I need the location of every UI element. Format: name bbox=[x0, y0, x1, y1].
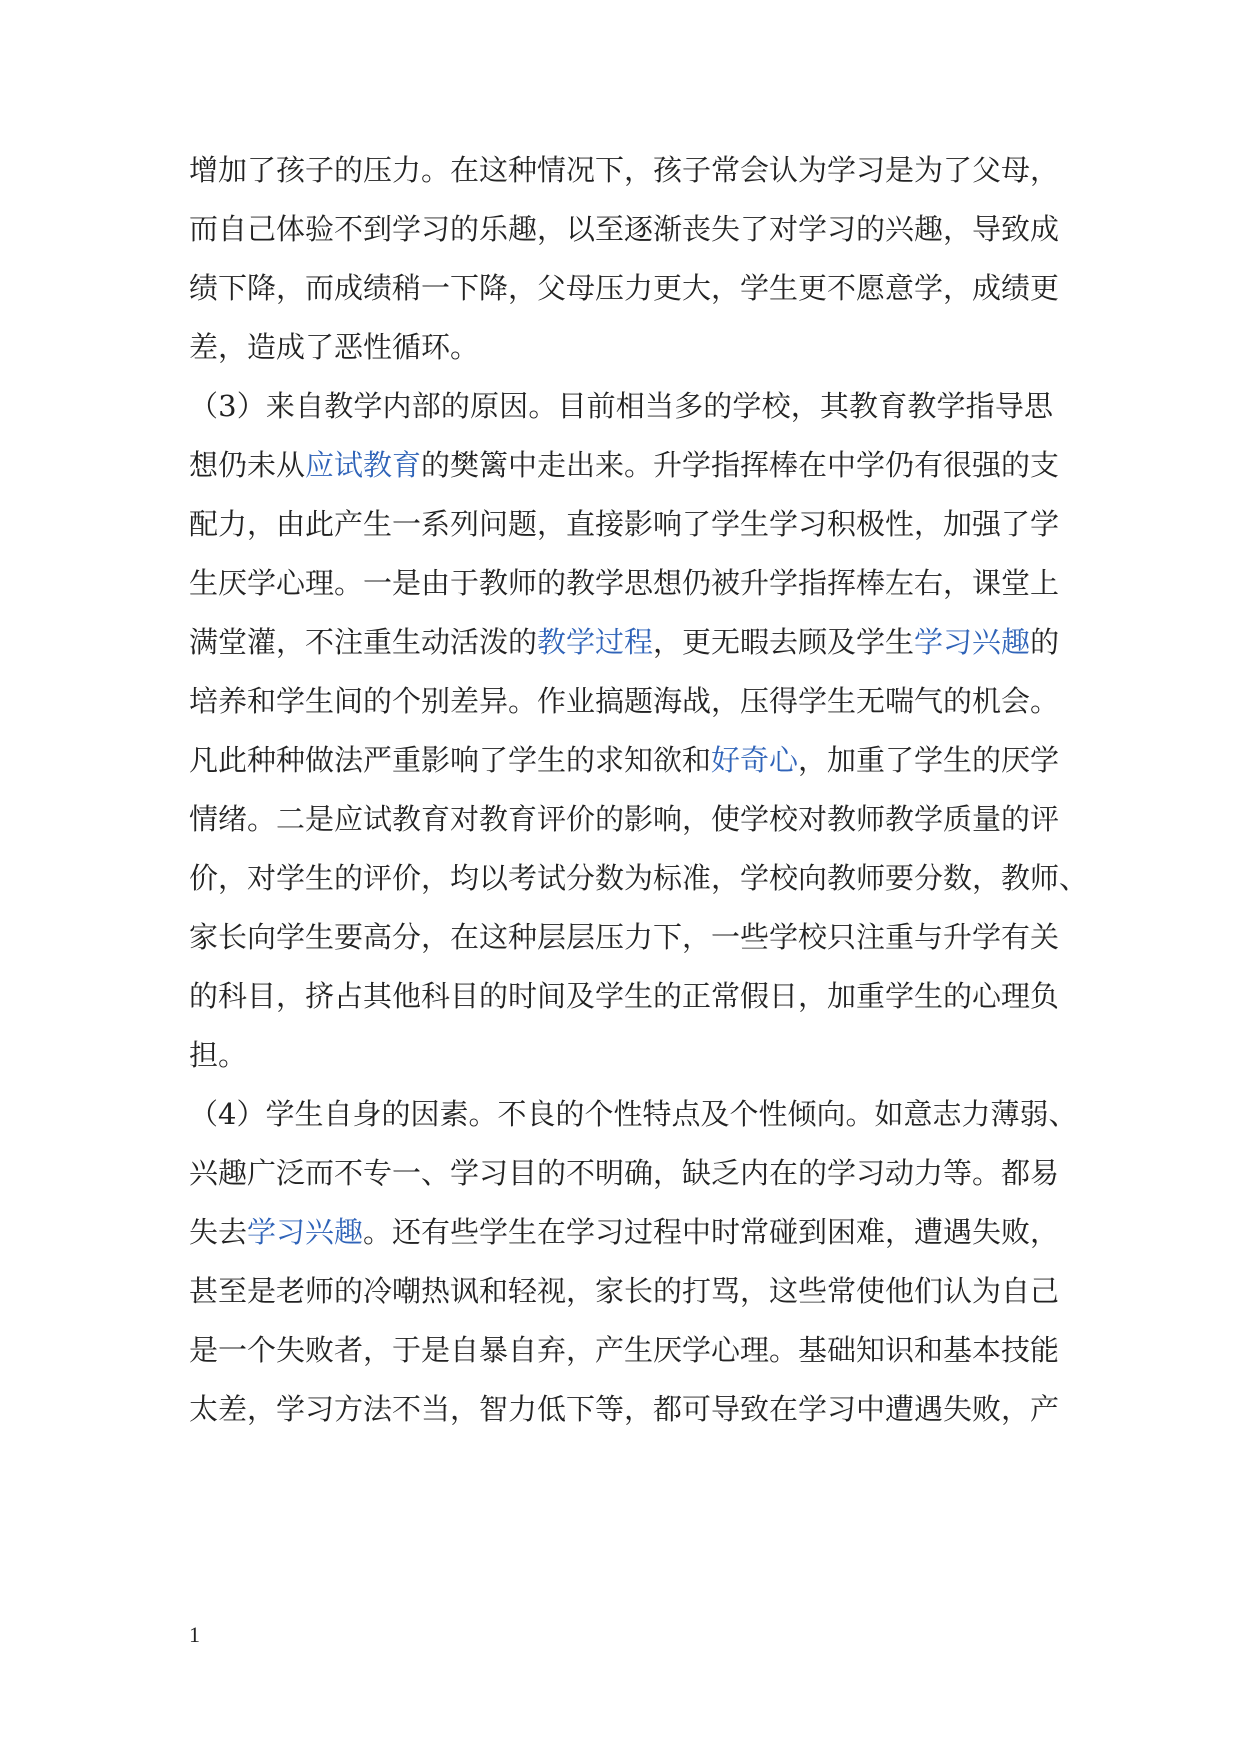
text-line bbox=[189, 907, 1060, 967]
text-segment: 想仍未从 bbox=[189, 448, 306, 482]
text-segment: （4）学生自身的因素。不良的个性特点及个性倾向。如意志力薄弱、 bbox=[189, 1097, 1078, 1131]
text-segment: ，加重了学生的厌学 bbox=[798, 743, 1060, 777]
text-segment: 的樊篱中走出来。升学指挥棒在中学仍有很强的支 bbox=[421, 448, 1060, 482]
hyperlink[interactable]: 学习兴趣 bbox=[914, 625, 1031, 659]
text-line bbox=[189, 789, 1060, 849]
text-segment: 担。 bbox=[189, 1038, 248, 1072]
text-segment: 差，造成了恶性循环。 bbox=[189, 330, 480, 364]
text-segment: 满堂灌，不注重生动活泼的 bbox=[189, 625, 538, 659]
text-segment: 价，对学生的评价，均以考试分数为标准，学校向教师要分数，教师、 bbox=[189, 861, 1089, 895]
text-segment: 是一个失败者，于是自暴自弃，产生厌学心理。基础知识和基本技能 bbox=[189, 1333, 1060, 1367]
hyperlink[interactable]: 好奇心 bbox=[711, 743, 799, 777]
hyperlink[interactable]: 教学过程 bbox=[537, 625, 654, 659]
text-line bbox=[189, 1320, 1060, 1380]
text-line bbox=[189, 140, 1060, 200]
text-line bbox=[189, 376, 1053, 436]
text-segment: 。还有些学生在学习过程中时常碰到困难，遭遇失败， bbox=[363, 1215, 1060, 1249]
text-line bbox=[189, 199, 1060, 259]
text-segment: 凡此种种做法严重影响了学生的求知欲和 bbox=[189, 743, 712, 777]
text-segment: （3）来自教学内部的原因。目前相当多的学校，其教育教学指导思 bbox=[189, 389, 1053, 423]
text-segment: 情绪。二是应试教育对教育评价的影响，使学校对教师教学质量的评 bbox=[189, 802, 1060, 836]
text-segment: 配力，由此产生一系列问题，直接影响了学生学习积极性，加强了学 bbox=[189, 507, 1060, 541]
text-line bbox=[189, 730, 1060, 790]
text-line bbox=[189, 612, 1060, 672]
text-segment: 兴趣广泛而不专一、学习目的不明确，缺乏内在的学习动力等。都易 bbox=[189, 1156, 1060, 1190]
text-line bbox=[189, 317, 1053, 377]
page-number: 1 bbox=[189, 1622, 200, 1647]
text-segment: 失去 bbox=[189, 1215, 248, 1249]
text-line bbox=[189, 494, 1060, 554]
hyperlink[interactable]: 学习兴趣 bbox=[247, 1215, 364, 1249]
text-segment: 的科目，挤占其他科目的时间及学生的正常假日，加重学生的心理负 bbox=[189, 979, 1060, 1013]
text-line bbox=[189, 671, 1060, 731]
text-segment: 的 bbox=[1030, 625, 1060, 659]
text-line bbox=[189, 553, 1060, 613]
text-segment: 而自己体验不到学习的乐趣，以至逐渐丧失了对学习的兴趣，导致成 bbox=[189, 212, 1060, 246]
text-segment: 增加了孩子的压力。在这种情况下，孩子常会认为学习是为了父母， bbox=[189, 153, 1060, 187]
text-segment: ，更无暇去顾及学生 bbox=[653, 625, 915, 659]
text-segment: 生厌学心理。一是由于教师的教学思想仍被升学指挥棒左右，课堂上 bbox=[189, 566, 1060, 600]
text-line bbox=[189, 435, 1060, 495]
text-line bbox=[189, 848, 1089, 908]
text-line bbox=[189, 1261, 1060, 1321]
hyperlink[interactable]: 应试教育 bbox=[305, 448, 422, 482]
text-line bbox=[189, 1143, 1060, 1203]
text-line bbox=[189, 966, 1060, 1026]
text-segment: 家长向学生要高分，在这种层层压力下，一些学校只注重与升学有关 bbox=[189, 920, 1060, 954]
text-segment: 甚至是老师的冷嘲热讽和轻视，家长的打骂，这些常使他们认为自己 bbox=[189, 1274, 1060, 1308]
text-segment: 太差，学习方法不当，智力低下等，都可导致在学习中遭遇失败，产 bbox=[189, 1392, 1060, 1426]
text-line bbox=[189, 1025, 1053, 1085]
text-segment: 培养和学生间的个别差异。作业搞题海战，压得学生无喘气的机会。 bbox=[189, 684, 1060, 718]
text-segment: 绩下降，而成绩稍一下降，父母压力更大，学生更不愿意学，成绩更 bbox=[189, 271, 1060, 305]
text-line bbox=[189, 1202, 1060, 1262]
text-line bbox=[189, 1379, 1060, 1439]
text-line bbox=[189, 258, 1060, 318]
text-line bbox=[189, 1084, 1078, 1144]
